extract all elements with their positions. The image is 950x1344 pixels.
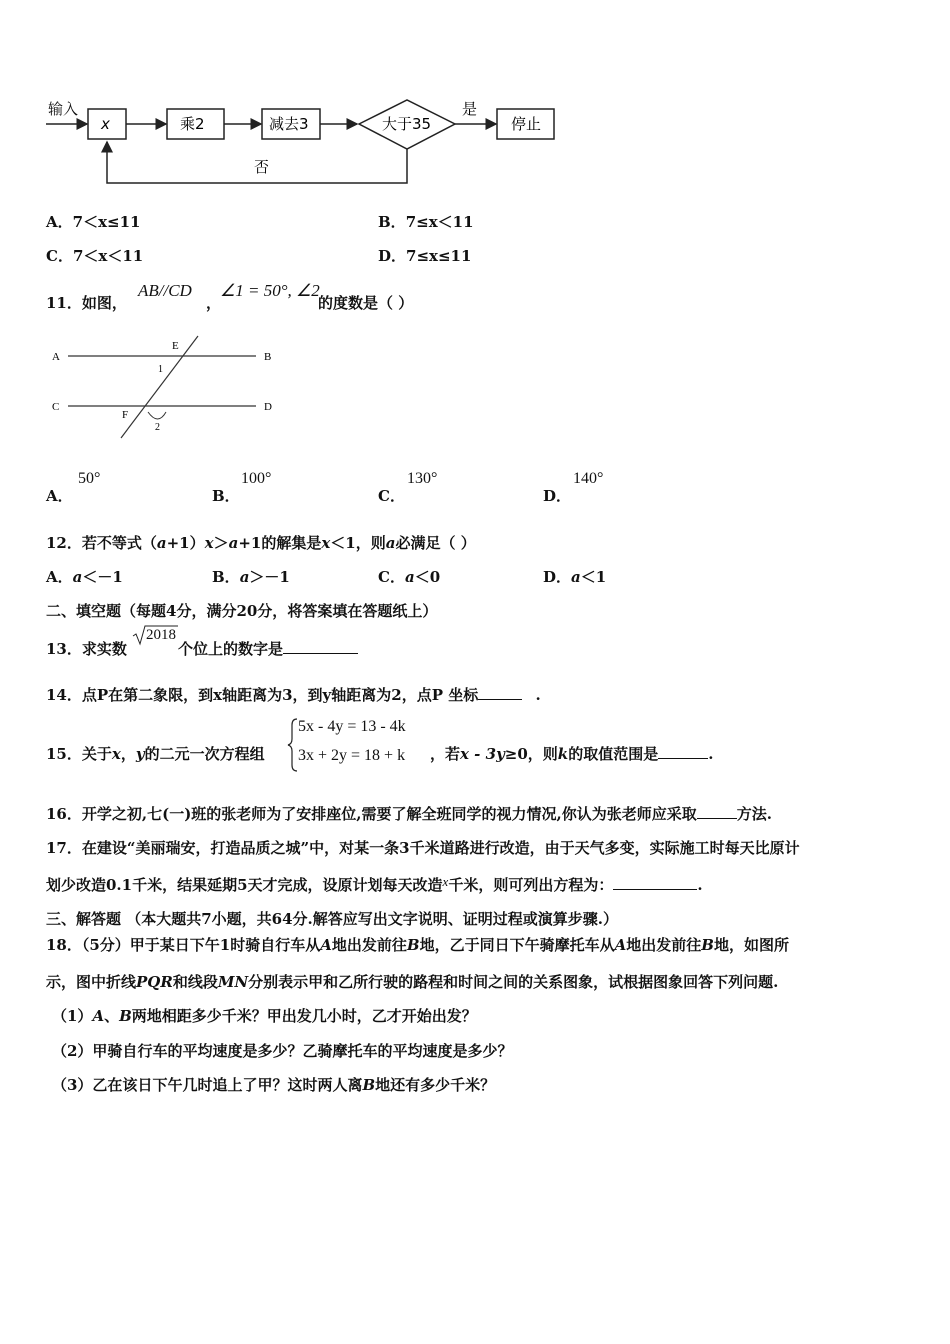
q11-option-c: C．	[378, 487, 405, 505]
q11-option-c-value: 130°	[407, 470, 438, 487]
label-e: E	[172, 340, 179, 352]
q11-formula-parallel: AB//CD	[138, 281, 192, 300]
angle-2-arc	[148, 412, 166, 419]
q17-answer-blank[interactable]	[613, 875, 697, 890]
q13-stem-pre: 13．求实数	[46, 640, 127, 658]
q12-option-c: C．a＜0	[378, 568, 441, 586]
label-angle-1: 1	[158, 364, 163, 375]
q10-option-d: D．7≤x≤11	[378, 247, 472, 265]
flowchart	[40, 92, 580, 192]
label-f: F	[122, 409, 129, 421]
q11-comma: ，	[206, 294, 222, 312]
q11-option-b: B．	[212, 487, 240, 505]
section-2-title: 二、填空题（每题4分，满分20分，将答案填在答题纸上）	[46, 602, 438, 620]
q15-stem-post: ，若x - 3y≥0，则k的取值范围是 .	[430, 745, 714, 763]
label-c: C	[52, 401, 60, 413]
q13-radicand: 2018	[146, 627, 176, 643]
q13-stem-post: 个位上的数字是	[178, 638, 358, 659]
flow-stop-label: 停止	[511, 115, 542, 133]
q14-answer-blank[interactable]	[478, 685, 522, 700]
q11-option-a: A．	[46, 487, 73, 505]
q18-sub-2: （2）甲骑自行车的平均速度是多少？乙骑摩托车的平均速度是多少？	[52, 1042, 513, 1060]
q11-tail: 的度数是（ ）	[318, 294, 414, 312]
q11-option-d: D．	[543, 487, 572, 505]
flow-subtract-label: 减去3	[269, 115, 309, 133]
q17-line-2: 划少改造0.1千米，结果延期5天才完成，设原计划每天改造x千米，则可列出方程为： .	[46, 874, 703, 894]
flow-multiply-label: 乘2	[180, 115, 205, 133]
q17-line-1: 17．在建设“美丽瑞安，打造品质之城”中，对某一条3千米道路进行改造，由于天气多变，实际施工时每天比原计	[46, 839, 800, 857]
q15-stem-pre: 15．关于x，y的二元一次方程组	[46, 745, 265, 763]
flow-yes-label: 是	[462, 100, 478, 118]
q11-option-d-value: 140°	[573, 470, 604, 487]
q11-option-b-value: 100°	[241, 470, 272, 487]
flow-input-label: 输入	[48, 100, 79, 118]
q13-answer-blank[interactable]	[283, 639, 358, 654]
label-a: A	[52, 351, 60, 363]
flow-no-label: 否	[254, 158, 270, 176]
q11-option-a-value: 50°	[78, 470, 101, 487]
flow-decision-label: 大于35	[382, 115, 432, 133]
q18-sub-1: （1）A、B两地相距多少千米？甲出发几小时，乙才开始出发？	[52, 1007, 477, 1025]
q15-equation-1: 5x - 4y = 13 - 4k	[298, 718, 406, 735]
q10-option-c: C．7＜x＜11	[46, 247, 144, 265]
q16-answer-blank[interactable]	[697, 804, 737, 819]
q11-figure	[48, 334, 288, 444]
q18-line-1: 18．（5分）甲于某日下午1时骑自行车从A地出发前往B地，乙于同日下午骑摩托车从A地出发前往B地，如图所	[46, 936, 789, 954]
q16-stem: 16．开学之初,七(一)班的张老师为了安排座位,需要了解全班同学的视力情况,你认为张老师应采取 方法.	[46, 805, 772, 823]
q18-sub-3: （3）乙在该日下午几时追上了甲？这时两人离B地还有多少千米？	[52, 1076, 496, 1094]
flow-x-label: x	[101, 115, 110, 133]
q12-stem: 12．若不等式（a+1）x＞a+1的解集是x＜1，则a必满足（ ）	[46, 534, 476, 552]
q11-stem: 11．如图，	[46, 294, 127, 312]
q10-option-b: B．7≤x＜11	[378, 213, 474, 231]
label-b: B	[264, 351, 272, 363]
label-d: D	[264, 401, 272, 413]
q15-equation-2: 3x + 2y = 18 + k	[298, 747, 406, 764]
q14-stem: 14．点P在第二象限，到x轴距离为3，到y轴距离为2，点P 坐标 .	[46, 686, 541, 704]
q15-answer-blank[interactable]	[658, 744, 708, 759]
q12-option-a: A．a＜－1	[46, 568, 123, 586]
section-3-title: 三、解答题 （本大题共7小题，共64分.解答应写出文字说明、证明过程或演算步骤.）	[46, 910, 618, 928]
label-angle-2: 2	[155, 422, 160, 433]
q11-formula-angle: ∠1 = 50°, ∠2	[220, 281, 320, 300]
q18-line-2: 示，图中折线PQR和线段MN分别表示甲和乙所行驶的路程和时间之间的关系图象，试根据图象回答下列问题.	[46, 973, 779, 991]
q10-option-a: A．7＜x≤11	[46, 213, 141, 231]
q12-option-b: B．a＞－1	[212, 568, 290, 586]
q12-option-d: D．a＜1	[543, 568, 607, 586]
